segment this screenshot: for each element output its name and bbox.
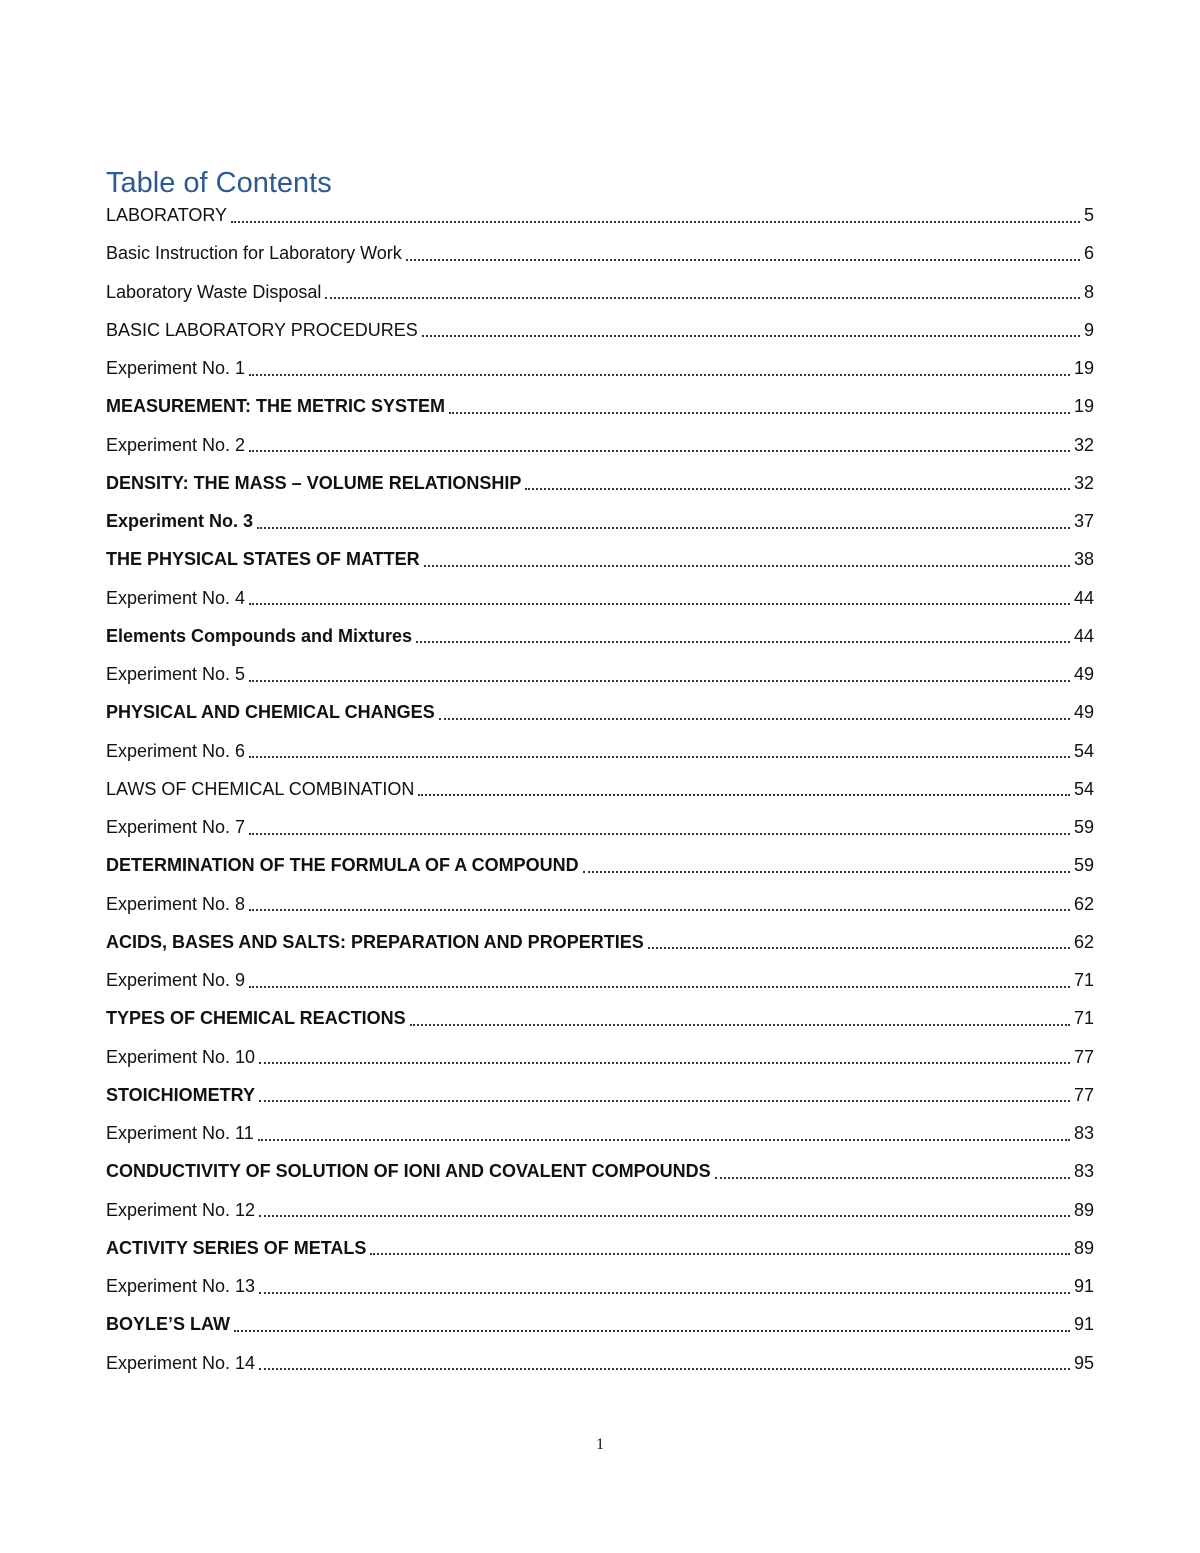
toc-entry-label: Experiment No. 2 (106, 434, 246, 455)
toc-entry-page-number: 32 (1073, 434, 1094, 455)
toc-title: Table of Contents (106, 167, 332, 199)
toc-dot-leader (259, 1214, 1070, 1217)
toc-dot-leader (259, 1367, 1070, 1370)
toc-entry[interactable] (106, 885, 1094, 923)
toc-entry-page-number: 19 (1073, 358, 1094, 379)
toc-dot-leader (249, 832, 1070, 835)
toc-entry[interactable] (106, 655, 1094, 693)
toc-entry[interactable] (106, 1229, 1094, 1267)
toc-entry-label: THE PHYSICAL STATES OF MATTER (106, 549, 420, 570)
toc-dot-leader (249, 602, 1070, 605)
toc-entry-page-number: 77 (1073, 1084, 1094, 1105)
toc-entry-label: Experiment No. 13 (106, 1276, 256, 1297)
toc-entry[interactable] (106, 273, 1094, 311)
toc-entry-page-number: 59 (1073, 817, 1094, 838)
toc-dot-leader (231, 220, 1080, 223)
toc-entry-page-number: 89 (1073, 1237, 1094, 1258)
toc-dot-leader (249, 908, 1070, 911)
toc-entry-label: CONDUCTIVITY OF SOLUTION OF IONI AND COVALENT COMPOUNDS (106, 1161, 711, 1182)
toc-entry-label: Experiment No. 1 (106, 358, 246, 379)
toc-dot-leader (583, 870, 1070, 873)
toc-entry-page-number: 54 (1073, 740, 1094, 761)
toc-entry-label: LAWS OF CHEMICAL COMBINATION (106, 778, 415, 799)
toc-entry[interactable] (106, 846, 1094, 884)
toc-entry-label: TYPES OF CHEMICAL REACTIONS (106, 1008, 406, 1029)
toc-dot-leader (249, 755, 1070, 758)
toc-entry-page-number: 9 (1083, 319, 1094, 340)
toc-entry-label: Experiment No. 7 (106, 817, 246, 838)
toc-entry-page-number: 71 (1073, 970, 1094, 991)
toc-entry[interactable] (106, 502, 1094, 540)
toc-entry[interactable] (106, 196, 1094, 234)
toc-entry[interactable] (106, 311, 1094, 349)
toc-entry-page-number: 6 (1083, 243, 1094, 264)
toc-entry[interactable] (106, 234, 1094, 272)
toc-entry-page-number: 32 (1073, 472, 1094, 493)
toc-entry-page-number: 44 (1073, 587, 1094, 608)
toc-list (106, 196, 1094, 1382)
toc-dot-leader (234, 1329, 1070, 1332)
toc-entry-page-number: 59 (1073, 855, 1094, 876)
toc-dot-leader (410, 1023, 1070, 1026)
toc-entry-label: Experiment No. 10 (106, 1046, 256, 1067)
toc-entry-page-number: 91 (1073, 1314, 1094, 1335)
toc-entry-label: BASIC LABORATORY PROCEDURES (106, 319, 418, 340)
toc-entry-label: ACIDS, BASES AND SALTS: PREPARATION AND PROPERTIES (106, 931, 644, 952)
toc-dot-leader (406, 258, 1080, 261)
toc-entry-label: Elements Compounds and Mixtures (106, 625, 413, 646)
toc-entry-page-number: 71 (1073, 1008, 1094, 1029)
toc-entry[interactable] (106, 923, 1094, 961)
toc-entry-label: Experiment No. 11 (106, 1123, 254, 1144)
toc-entry-label: Experiment No. 12 (106, 1199, 256, 1220)
toc-entry[interactable] (106, 387, 1094, 425)
toc-entry-page-number: 83 (1073, 1161, 1094, 1182)
toc-entry-label: Basic Instruction for Laboratory Work (106, 243, 402, 264)
toc-entry[interactable] (106, 1076, 1094, 1114)
toc-entry-page-number: 8 (1083, 281, 1094, 302)
toc-entry-page-number: 54 (1073, 778, 1094, 799)
toc-entry[interactable] (106, 540, 1094, 578)
toc-entry[interactable] (106, 1114, 1094, 1152)
toc-entry-label: STOICHIOMETRY (106, 1084, 256, 1105)
toc-entry-page-number: 91 (1073, 1276, 1094, 1297)
toc-entry-page-number: 44 (1073, 625, 1094, 646)
toc-entry-label: PHYSICAL AND CHEMICAL CHANGES (106, 702, 435, 723)
toc-entry[interactable] (106, 1152, 1094, 1190)
toc-dot-leader (418, 793, 1070, 796)
toc-dot-leader (249, 449, 1070, 452)
toc-entry[interactable] (106, 1305, 1094, 1343)
toc-dot-leader (249, 373, 1070, 376)
toc-dot-leader (259, 1099, 1070, 1102)
toc-dot-leader (259, 1061, 1070, 1064)
toc-entry[interactable] (106, 579, 1094, 617)
toc-entry-page-number: 62 (1073, 893, 1094, 914)
toc-entry[interactable] (106, 426, 1094, 464)
toc-dot-leader (370, 1252, 1070, 1255)
toc-dot-leader (257, 526, 1070, 529)
toc-entry-label: DETERMINATION OF THE FORMULA OF A COMPOUND (106, 855, 579, 876)
toc-entry[interactable] (106, 1344, 1094, 1382)
toc-entry-label: Laboratory Waste Disposal (106, 281, 322, 302)
toc-dot-leader (648, 946, 1070, 949)
toc-entry-page-number: 38 (1073, 549, 1094, 570)
toc-dot-leader (249, 985, 1070, 988)
toc-dot-leader (259, 1291, 1070, 1294)
toc-entry[interactable] (106, 1038, 1094, 1076)
toc-dot-leader (449, 411, 1070, 414)
toc-entry-label: Experiment No. 6 (106, 740, 246, 761)
toc-entry[interactable] (106, 464, 1094, 502)
toc-entry-page-number: 49 (1073, 664, 1094, 685)
toc-entry-label: Experiment No. 9 (106, 970, 246, 991)
toc-entry-page-number: 77 (1073, 1046, 1094, 1067)
toc-entry-page-number: 62 (1073, 931, 1094, 952)
toc-entry-label: Experiment No. 5 (106, 664, 246, 685)
toc-entry-label: ACTIVITY SERIES OF METALS (106, 1237, 367, 1258)
toc-entry-page-number: 83 (1073, 1123, 1094, 1144)
toc-entry-label: Experiment No. 3 (106, 511, 254, 532)
toc-dot-leader (439, 717, 1070, 720)
toc-entry[interactable] (106, 617, 1094, 655)
toc-dot-leader (325, 296, 1080, 299)
toc-entry[interactable] (106, 1267, 1094, 1305)
toc-dot-leader (258, 1138, 1070, 1141)
toc-entry[interactable] (106, 349, 1094, 387)
toc-entry[interactable] (106, 732, 1094, 770)
toc-entry[interactable] (106, 961, 1094, 999)
toc-entry-label: LABORATORY (106, 205, 228, 226)
toc-dot-leader (422, 334, 1080, 337)
toc-entry[interactable] (106, 770, 1094, 808)
toc-dot-leader (416, 640, 1070, 643)
toc-entry-page-number: 49 (1073, 702, 1094, 723)
toc-dot-leader (715, 1176, 1070, 1179)
toc-dot-leader (424, 564, 1070, 567)
toc-dot-leader (525, 487, 1070, 490)
toc-entry-page-number: 19 (1073, 396, 1094, 417)
toc-entry-page-number: 5 (1083, 205, 1094, 226)
toc-entry[interactable] (106, 1191, 1094, 1229)
toc-entry-page-number: 89 (1073, 1199, 1094, 1220)
page-number: 1 (596, 1436, 604, 1453)
toc-entry-label: Experiment No. 8 (106, 893, 246, 914)
toc-dot-leader (249, 679, 1070, 682)
toc-entry-page-number: 95 (1073, 1352, 1094, 1373)
toc-entry-label: Experiment No. 14 (106, 1352, 256, 1373)
toc-entry-label: DENSITY: THE MASS – VOLUME RELATIONSHIP (106, 472, 522, 493)
toc-entry-label: Experiment No. 4 (106, 587, 246, 608)
toc-entry[interactable] (106, 999, 1094, 1037)
toc-entry-page-number: 37 (1073, 511, 1094, 532)
toc-entry[interactable] (106, 693, 1094, 731)
toc-entry[interactable] (106, 808, 1094, 846)
toc-entry-label: BOYLE’S LAW (106, 1314, 231, 1335)
toc-entry-label: MEASUREMENT: THE METRIC SYSTEM (106, 396, 446, 417)
